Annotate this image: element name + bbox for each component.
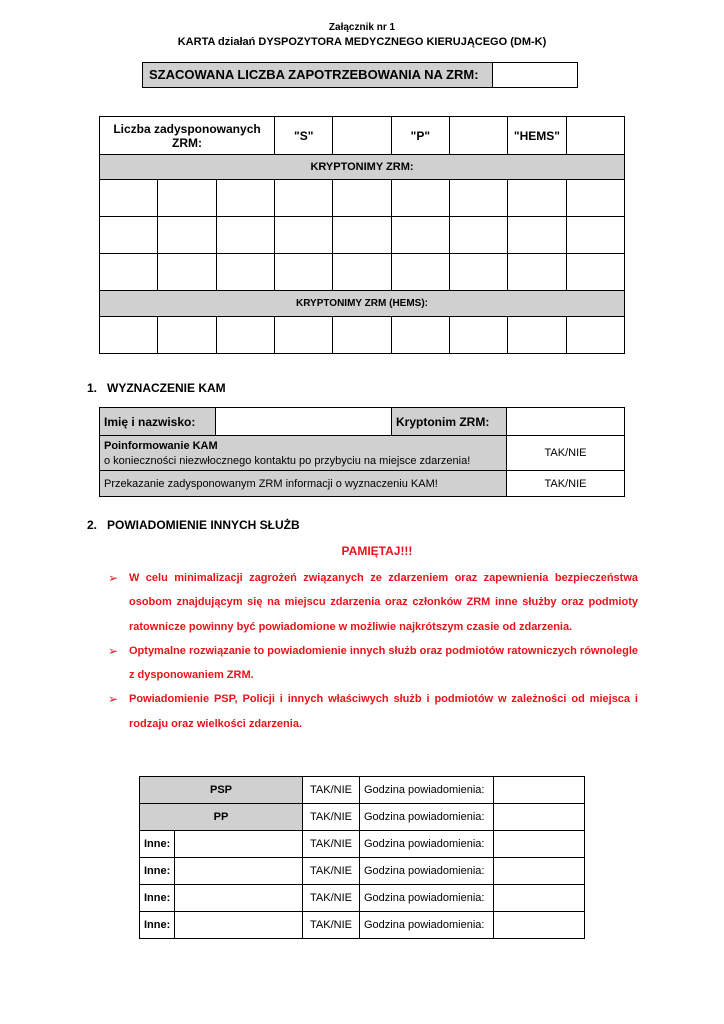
section-2-heading bbox=[87, 518, 300, 532]
name-label: Imię i nazwisko: bbox=[100, 408, 216, 436]
annex-label: Załącznik nr 1 bbox=[328, 22, 396, 33]
cryptonym-cell[interactable] bbox=[158, 217, 216, 254]
cryptonym-cell[interactable] bbox=[158, 180, 216, 217]
service-name: Inne: bbox=[140, 912, 175, 939]
cryptonym-cell[interactable] bbox=[508, 254, 566, 291]
hems-input[interactable] bbox=[566, 117, 624, 155]
hems-cryptonym-cell[interactable] bbox=[566, 317, 624, 354]
cryptonym-cell[interactable] bbox=[391, 254, 449, 291]
time-input[interactable] bbox=[494, 885, 585, 912]
section-1-number: 1. bbox=[87, 381, 98, 395]
service-name: PP bbox=[140, 804, 303, 831]
bullet-text: W celu minimalizacji zagrożeń związanych ze zdarzeniem oraz zapewnienia bezpieczeństwa osobom znajdującym się na miejscu zdarzenia oraz członków ZRM inne służby oraz podmioty ratownicze powinny być powiadomione w możliwie najkrótszym czasie od zdarzenia. bbox=[129, 572, 638, 633]
hems-cryptonym-cell[interactable] bbox=[449, 317, 507, 354]
dispatched-label: Liczba zadysponowanych ZRM: bbox=[100, 117, 275, 155]
service-yesno[interactable]: TAK/NIE bbox=[303, 885, 360, 912]
transfer-info-yesno[interactable]: TAK/NIE bbox=[507, 471, 625, 497]
cryptonym-cell[interactable] bbox=[100, 180, 158, 217]
hems-cryptonyms-header: KRYPTONIMY ZRM (HEMS): bbox=[100, 291, 625, 317]
time-input[interactable] bbox=[494, 912, 585, 939]
other-service-input[interactable] bbox=[175, 858, 303, 885]
service-name: Inne: bbox=[140, 885, 175, 912]
bullet-text: Optymalne rozwiązanie to powiadomienie innych służb oraz podmiotów ratowniczych równolegle z dysponowaniem ZRM. bbox=[129, 644, 638, 682]
cryptonym-cell[interactable] bbox=[333, 180, 391, 217]
services-table bbox=[139, 776, 585, 939]
cryptonyms-header: KRYPTONIMY ZRM: bbox=[100, 155, 625, 180]
cryptonym-cell[interactable] bbox=[391, 217, 449, 254]
p-input[interactable] bbox=[449, 117, 507, 155]
arrow-bullet-icon: ➢ bbox=[108, 571, 119, 585]
section-2-title: POWIADOMIENIE INNYCH SŁUŻB bbox=[107, 518, 300, 532]
cryptonym-cell[interactable] bbox=[275, 254, 333, 291]
cryptonym-cell[interactable] bbox=[566, 254, 624, 291]
s-label: "S" bbox=[275, 117, 333, 155]
cryptonym-row bbox=[100, 254, 625, 291]
p-label: "P" bbox=[391, 117, 449, 155]
hems-label: "HEMS" bbox=[508, 117, 566, 155]
cryptonym-cell[interactable] bbox=[100, 254, 158, 291]
section-2-number: 2. bbox=[87, 518, 98, 532]
hems-cryptonym-cell[interactable] bbox=[216, 317, 274, 354]
estimate-input[interactable] bbox=[493, 63, 577, 87]
time-label: Godzina powiadomienia: bbox=[360, 858, 494, 885]
table-row bbox=[140, 777, 585, 804]
time-label: Godzina powiadomienia: bbox=[360, 912, 494, 939]
cryptonym-cell[interactable] bbox=[275, 217, 333, 254]
service-name: PSP bbox=[140, 777, 303, 804]
inform-kam-text: o konieczności niezwłocznego kontaktu po przybyciu na miejsce zdarzenia! bbox=[104, 454, 471, 467]
document-title: KARTA działań DYSPOZYTORA MEDYCZNEGO KIERUJĄCEGO (DM-K) bbox=[177, 36, 547, 48]
table-row bbox=[140, 885, 585, 912]
hems-cryptonym-row bbox=[100, 317, 625, 354]
cryptonym-cell[interactable] bbox=[158, 254, 216, 291]
section-1-heading bbox=[87, 381, 226, 395]
estimate-box bbox=[142, 62, 578, 88]
time-label: Godzina powiadomienia: bbox=[360, 804, 494, 831]
time-input[interactable] bbox=[494, 858, 585, 885]
hems-cryptonym-cell[interactable] bbox=[275, 317, 333, 354]
hems-cryptonym-cell[interactable] bbox=[508, 317, 566, 354]
service-name: Inne: bbox=[140, 831, 175, 858]
service-yesno[interactable]: TAK/NIE bbox=[303, 804, 360, 831]
hems-cryptonym-cell[interactable] bbox=[391, 317, 449, 354]
cryptonym-row bbox=[100, 180, 625, 217]
cryptonym-cell[interactable] bbox=[449, 217, 507, 254]
cryptonym-cell[interactable] bbox=[508, 180, 566, 217]
arrow-bullet-icon: ➢ bbox=[108, 692, 119, 707]
hems-cryptonym-cell[interactable] bbox=[100, 317, 158, 354]
service-yesno[interactable]: TAK/NIE bbox=[303, 858, 360, 885]
cryptonym-label: Kryptonim ZRM: bbox=[392, 408, 507, 436]
service-name: Inne: bbox=[140, 858, 175, 885]
cryptonym-cell[interactable] bbox=[216, 180, 274, 217]
cryptonym-cell[interactable] bbox=[508, 217, 566, 254]
remember-heading: PAMIĘTAJ!!! bbox=[341, 544, 413, 558]
time-label: Godzina powiadomienia: bbox=[360, 885, 494, 912]
cryptonym-row bbox=[100, 217, 625, 254]
time-input[interactable] bbox=[494, 831, 585, 858]
inform-kam-cell bbox=[100, 436, 507, 471]
cryptonym-cell[interactable] bbox=[216, 254, 274, 291]
cryptonym-cell[interactable] bbox=[333, 217, 391, 254]
cryptonym-cell[interactable] bbox=[100, 217, 158, 254]
hems-cryptonym-cell[interactable] bbox=[333, 317, 391, 354]
inform-kam-title: Poinformowanie KAM bbox=[104, 439, 218, 452]
cryptonym-cell[interactable] bbox=[449, 180, 507, 217]
service-yesno[interactable]: TAK/NIE bbox=[303, 777, 360, 804]
cryptonym-cell[interactable] bbox=[216, 217, 274, 254]
list-item bbox=[108, 687, 638, 736]
time-input[interactable] bbox=[494, 804, 585, 831]
time-input[interactable] bbox=[494, 777, 585, 804]
table-row bbox=[140, 831, 585, 858]
inform-kam-yesno[interactable]: TAK/NIE bbox=[507, 436, 625, 471]
other-service-input[interactable] bbox=[175, 912, 303, 939]
table-row bbox=[140, 912, 585, 939]
transfer-info-text: Przekazanie zadysponowanym ZRM informacji o wyznaczeniu KAM! bbox=[100, 471, 507, 497]
bullet-text: Powiadomienie PSP, Policji i innych właściwych służb i podmiotów w zależności od miejsca i rodzaju oraz wielkości zdarzenia. bbox=[129, 693, 638, 730]
time-label: Godzina powiadomienia: bbox=[360, 777, 494, 804]
cryptonym-input[interactable] bbox=[507, 408, 625, 436]
list-item bbox=[108, 566, 638, 639]
s-input[interactable] bbox=[333, 117, 391, 155]
table-row bbox=[140, 858, 585, 885]
kam-table bbox=[99, 407, 625, 497]
bullet-list bbox=[108, 566, 638, 736]
service-yesno[interactable]: TAK/NIE bbox=[303, 831, 360, 858]
cryptonym-cell[interactable] bbox=[566, 180, 624, 217]
cryptonym-cell[interactable] bbox=[566, 217, 624, 254]
arrow-bullet-icon: ➢ bbox=[108, 643, 119, 658]
time-label: Godzina powiadomienia: bbox=[360, 831, 494, 858]
cryptonym-cell[interactable] bbox=[449, 254, 507, 291]
hems-cryptonym-cell[interactable] bbox=[158, 317, 216, 354]
estimate-label: SZACOWANA LICZBA ZAPOTRZEBOWANIA NA ZRM: bbox=[143, 63, 493, 87]
name-input[interactable] bbox=[216, 408, 392, 436]
cryptonym-cell[interactable] bbox=[275, 180, 333, 217]
cryptonym-cell[interactable] bbox=[333, 254, 391, 291]
section-1-title: WYZNACZENIE KAM bbox=[107, 381, 226, 395]
table-row bbox=[140, 804, 585, 831]
dispatched-zrm-table bbox=[99, 116, 625, 354]
other-service-input[interactable] bbox=[175, 831, 303, 858]
list-item bbox=[108, 639, 638, 688]
other-service-input[interactable] bbox=[175, 885, 303, 912]
service-yesno[interactable]: TAK/NIE bbox=[303, 912, 360, 939]
cryptonym-cell[interactable] bbox=[391, 180, 449, 217]
